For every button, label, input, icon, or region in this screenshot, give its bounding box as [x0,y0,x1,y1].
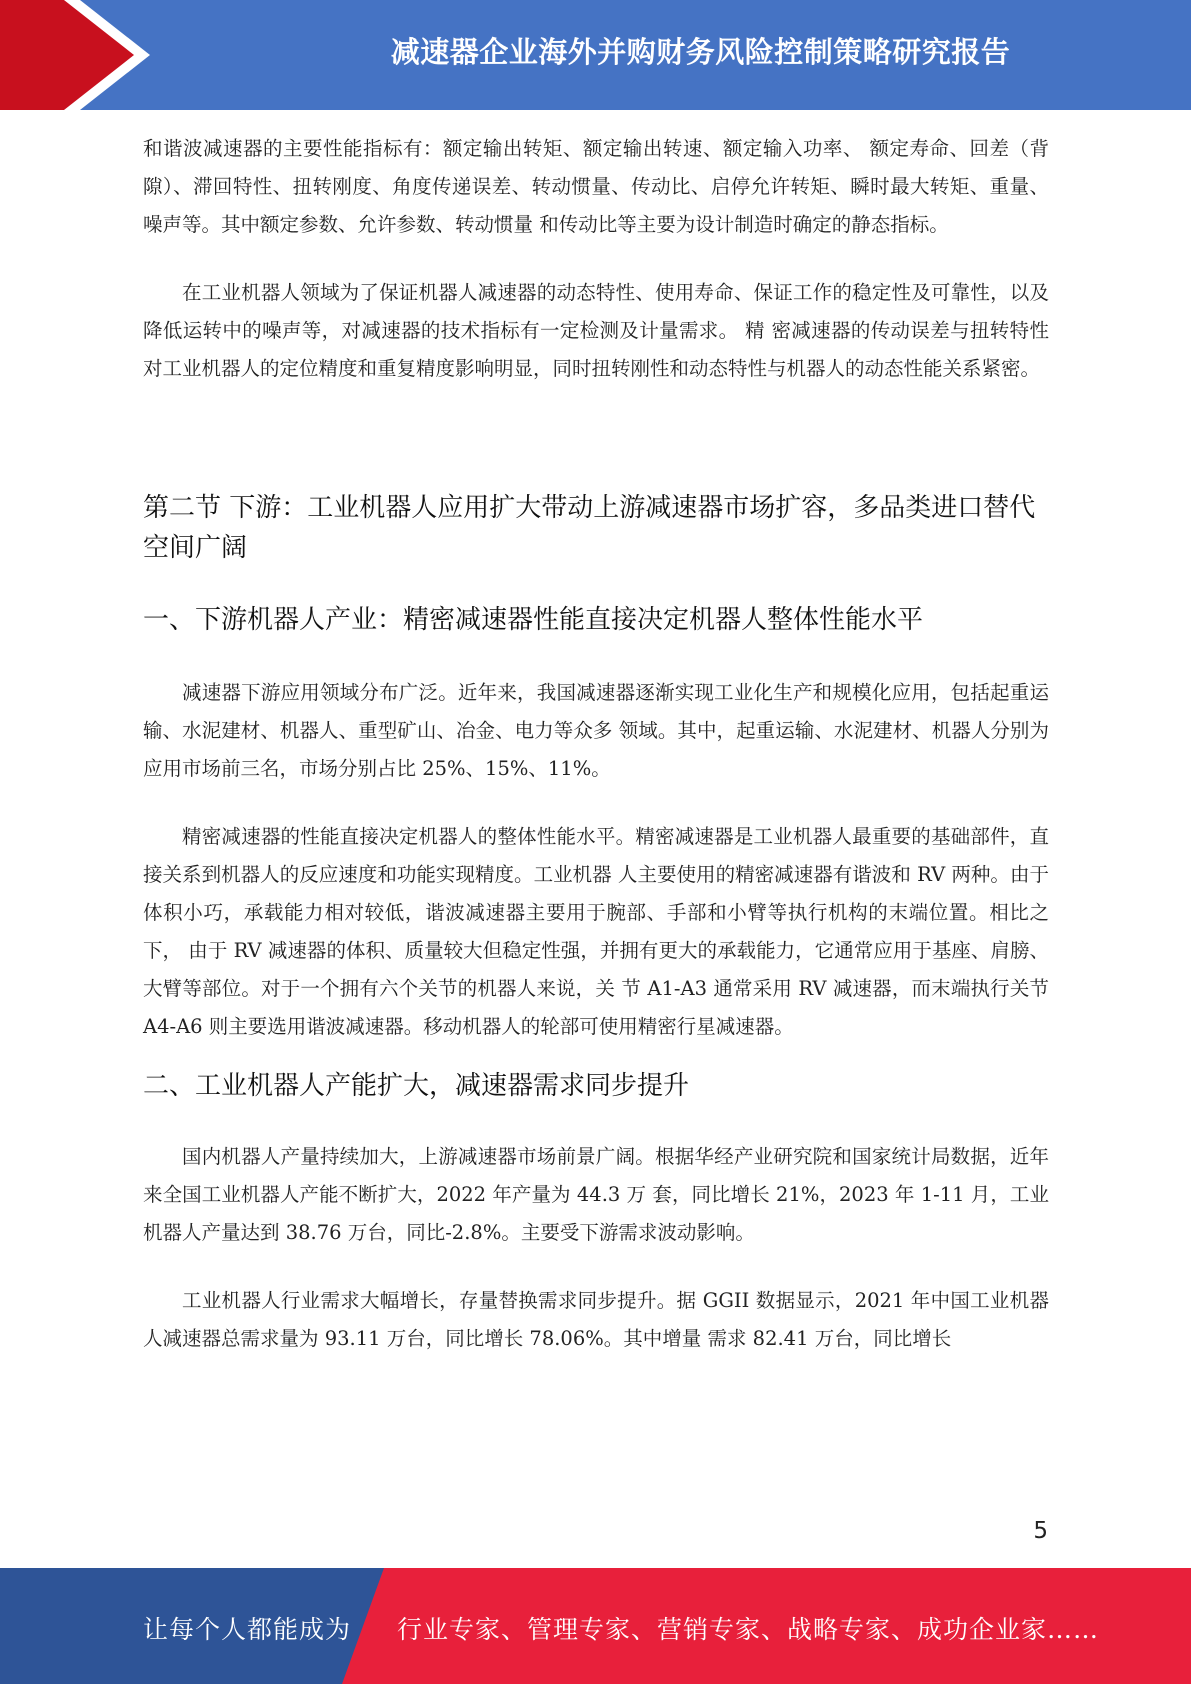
header-bar [0,0,1191,110]
section-title: 第二节 下游：工业机器人应用扩大带动上游减速器市场扩容，多品类进口替代空间广阔 [143,493,1036,563]
paragraph-robot-production: 国内机器人产量持续加大，上游减速器市场前景广阔。根据华经产业研究院和国家统计局数据，近年来全国工业机器人产能不断扩大，2022 年产量为 44.3 万 套，同比增长 21%，2023 年 1-11 月，工业机器人产量达到 38.76 万台，同比-2.8%。主要受下游需求波动影响。 [143,1145,1049,1244]
header-arrow-red-decoration [0,0,140,110]
paragraph-downstream-applications: 减速器下游应用领域分布广泛。近年来，我国减速器逐渐实现工业化生产和规模化应用，包括起重运输、水泥建材、机器人、重型矿山、冶金、电力等众多 领域。其中，起重运输、水泥建材、机器人分别为应用市场前三名，市场分别占比 25%、15%、11%。 [143,681,1049,780]
heading-capacity-expansion: 二、工业机器人产能扩大，减速器需求同步提升 [143,1071,690,1101]
paragraph-performance-indicators: 和谐波减速器的主要性能指标有：额定输出转矩、额定输出转速、额定输入功率、 额定寿命、回差（背隙）、滞回特性、扭转刚度、角度传递误差、转动惯量、传动比、启停允许转矩、瞬时最大转矩、重量、噪声等。其中额定参数、允许参数、转动惯量 和传动比等主要为设计制造时确定的静态指标。 [143,137,1049,236]
paragraph-reducer-demand: 工业机器人行业需求大幅增长，存量替换需求同步提升。据 GGII 数据显示，2021 年中国工业机器人减速器总需求量为 93.11 万台，同比增长 78.06%。其中增量 需求 82.41 万台，同比增长 [143,1289,1049,1350]
paragraph-industrial-robot-measurement: 在工业机器人领域为了保证机器人减速器的动态特性、使用寿命、保证工作的稳定性及可靠性，以及降低运转中的噪声等，对减速器的技术指标有一定检测及计量需求。 精 密减速器的传动误差与扭转特性对工业机器人的定位精度和重复精度影响明显，同时扭转刚性和动态特性与机器人的动态性能关系紧密。 [143,281,1049,380]
report-title: 减速器企业海外并购财务风险控制策略研究报告 [390,35,1011,69]
heading-downstream-robot-industry: 一、下游机器人产业：精密减速器性能直接决定机器人整体性能水平 [143,605,924,635]
paragraph-precision-reducer-performance: 精密减速器的性能直接决定机器人的整体性能水平。精密减速器是工业机器人最重要的基础部件，直接关系到机器人的反应速度和功能实现精度。工业机器 人主要使用的精密减速器有谐波和 RV 两种。由于体积小巧，承载能力相对较低，谐波减速器主要用于腕部、手部和小臂等执行机构的末端位置。相比之下， 由于 RV 减速器的体积、质量较大但稳定性强，并拥有更大的承载能力，它通常应用于基座、肩膀、大臂等部位。对于一个拥有六个关节的机器人来说，关 节 A1-A3 通常采用 RV 减速器，而末端执行关节 A4-A6 则主要选用谐波减速器。移动机器人的轮部可使用精密行星减速器。 [143,825,1049,1038]
footer-slogan-right: 行业专家、管理专家、营销专家、战略专家、成功企业家…… [397,1615,1100,1644]
page-number: 5 [1033,1518,1048,1544]
footer-slogan-left: 让每个人都能成为 [143,1615,352,1644]
document-body [143,130,1049,1358]
